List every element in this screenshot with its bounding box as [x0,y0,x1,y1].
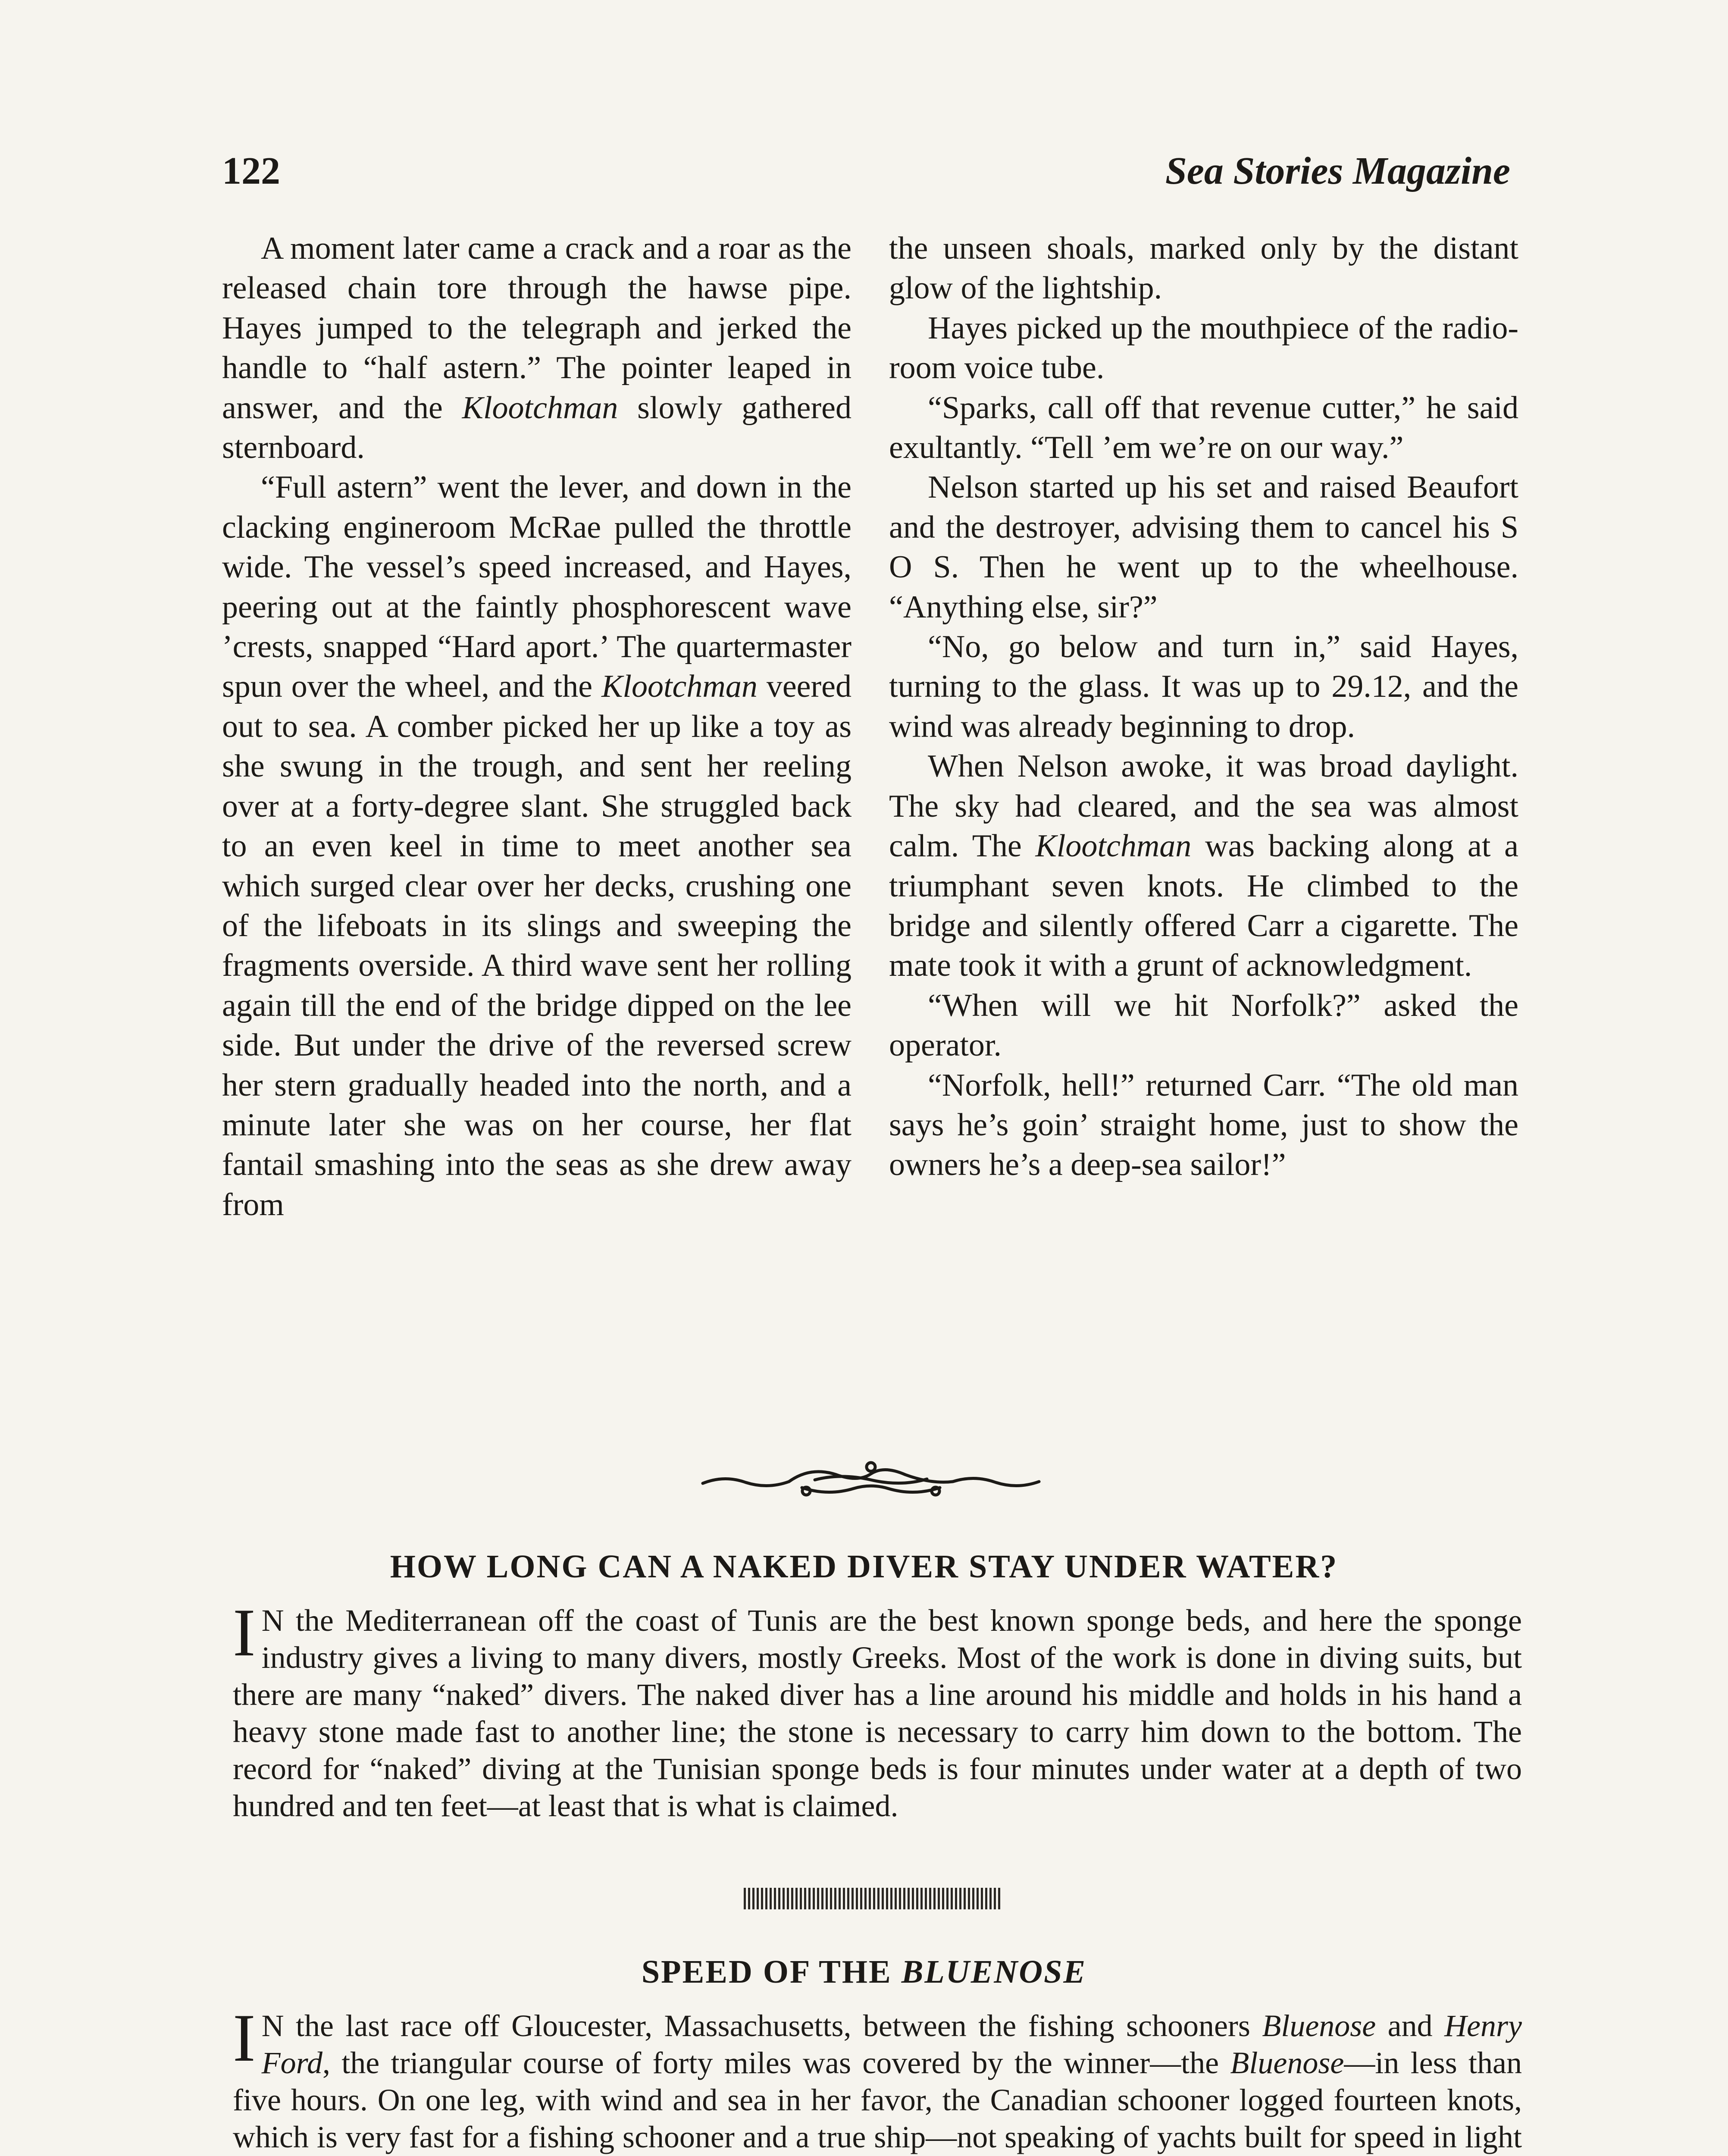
story-paragraph: “When will we hit Norfolk?” asked the operator. [889,987,1518,1063]
article-body-bluenose [233,2000,1522,2156]
title-ship-name: BLUENOSE [901,1954,1087,1990]
section-divider-rule [744,1888,1001,1909]
article-body-naked-diver [233,1595,1522,1824]
story-paragraph-continued: the unseen shoals, marked only by the distant glow of the lightship. [889,231,1518,306]
running-head: Sea Stories Magazine [1165,150,1510,192]
story-paragraph: “Sparks, call off that revenue cutter,” he said exultantly. “Tell ’em we’re on our way.” [889,390,1518,466]
story-paragraph: Hayes picked up the mouthpiece of the radio-room voice tube. [889,310,1518,386]
story-paragraph: “No, go below and turn in,” said Hayes, turning to the glass. It was up to 29.12, and the wind was already beginning to drop. [889,629,1518,744]
story-paragraph: “Full astern” went the lever, and down in the clacking engineroom McRae pulled the throttle wide. The vessel’s speed increased, and Hayes, peering out at the faintly phosphorescent wave ’crests, snapped “Hard aport.’ The quartermaster spun over the wheel, and the Klootchman veered out to sea. A comber picked her up like a toy as she swung in the trough, and sent her reeling over at a forty-degree slant. She struggled back to an even keel in time to meet another sea which surged clear over her decks, crushing one of the lifeboats in its slings and sweeping the fragments overside. A third wave sent her rolling again till the end of the bridge dipped on the lee side. But under the drive of the reversed screw her stern gradually headed into the north, and a minute later she was on her course, her flat fantail smashing into the seas as she drew away from [222,470,851,1222]
page-number: 122 [222,150,280,192]
article-text: N the last race off Gloucester, Massachusetts, between the fishing schooners Bluenose and Henry Ford, the triangular course of forty miles was covered by the winner—the Bluenose—in less than five hours. On one leg, with wind and sea in her favor, the Canadian schooner logged fourteen knots, which is very fast for a fishing schooner and a true ship—not speaking of yachts built for speed in light [233,2009,1522,2154]
article-title-bluenose [0,1953,1728,1991]
drop-cap: I [233,1595,256,1670]
story-right-column [889,229,1518,1185]
story-paragraph: “Norfolk, hell!” returned Carr. “The old man says he’s goin’ straight home, just to show the owners he’s a deep-sea sailor!” [889,1067,1518,1183]
article-text: N the Mediterranean off the coast of Tunis are the best known sponge beds, and here the sponge industry gives a living to many divers, mostly Greeks. Most of the work is done in diving suits, but there are many “naked” divers. The naked diver has a line around his middle and holds in his hand a heavy stone made fast to another line; the stone is necessary to carry him down to the bottom. The record for “naked” diving at the Tunisian sponge beds is four minutes under water at a depth of two hundred and ten feet—at least that is what is claimed. [233,1603,1522,1823]
story-left-column [222,229,851,1225]
article-title-naked-diver: HOW LONG CAN A NAKED DIVER STAY UNDER WATER? [390,1548,1338,1585]
title-prefix: SPEED OF THE [641,1954,902,1990]
story-paragraph: Nelson started up his set and raised Beaufort and the destroyer, advising them to cancel his S O S. Then he went up to the wheelhouse. “Anything else, sir?” [889,470,1518,625]
story-paragraph: A moment later came a crack and a roar as the released chain tore through the hawse pipe. Hayes jumped to the telegraph and jerked the handle to “half astern.” The pointer leaped in answer, and the Klootchman slowly gathered sternboard. [222,231,852,466]
scroll-ornament-divider [698,1457,1043,1505]
drop-cap: I [233,2000,256,2076]
story-paragraph: When Nelson awoke, it was broad daylight. The sky had cleared, and the sea was almost calm. The Klootchman was backing along at a triumphant seven knots. He climbed to the bridge and silently offered Carr a cigarette. The mate took it with a grunt of acknowledgment. [889,749,1518,984]
